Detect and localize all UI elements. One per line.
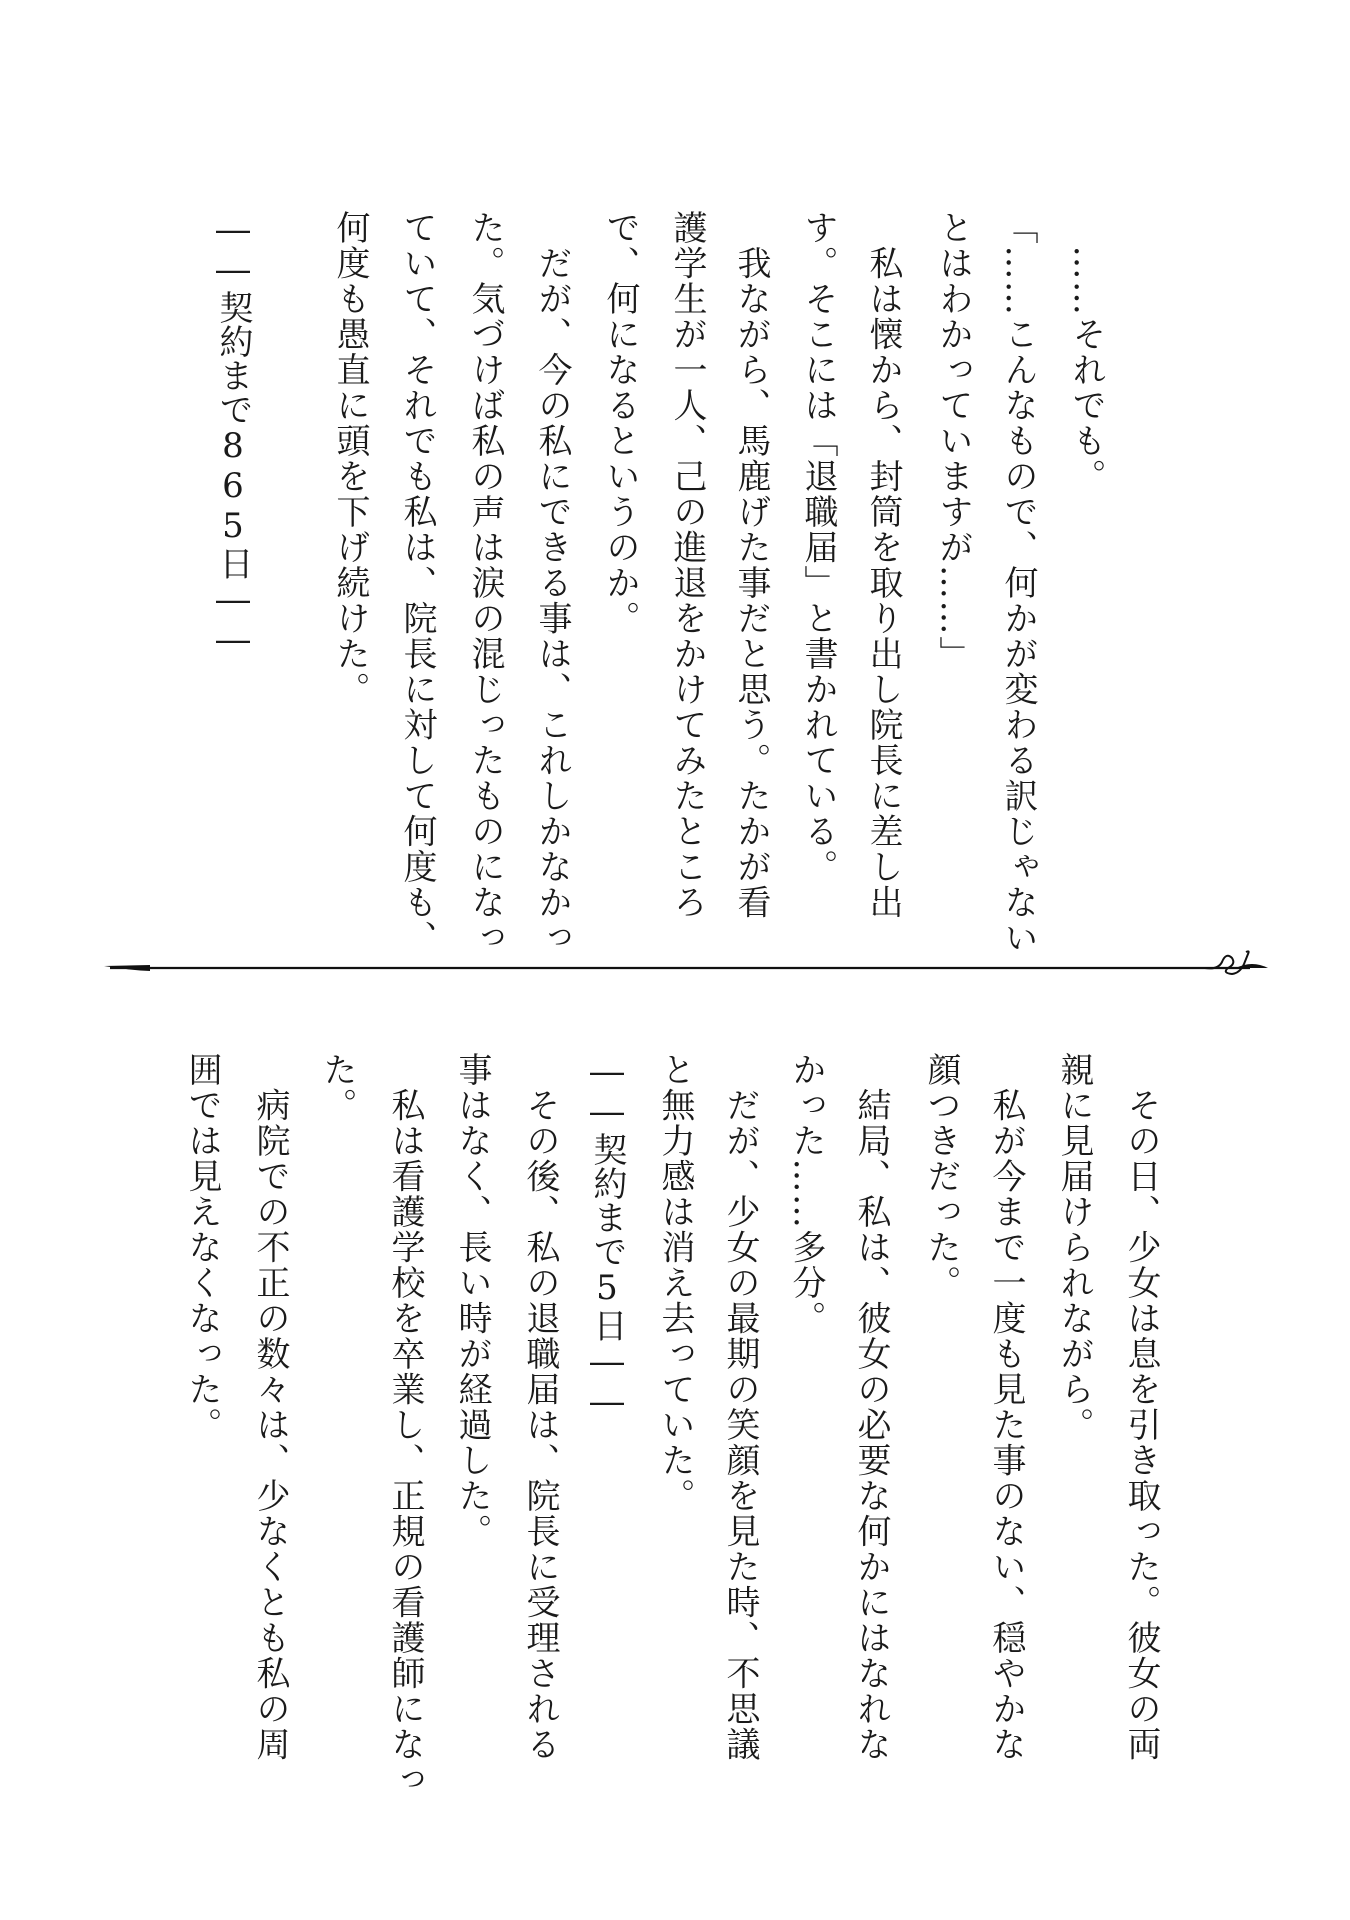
- text-line: 何度も愚直に頭を下げ続けた。: [330, 210, 370, 707]
- text-line: た。気づけば私の声は涙の混じったものになっ: [465, 210, 505, 956]
- chapter-countdown: ――契約まで5日――: [587, 1052, 627, 1422]
- text-line: ……それでも。: [1066, 210, 1106, 494]
- text-line: ていて、それでも私は、院長に対して何度も、: [397, 210, 437, 956]
- text-line: 事はなく、長い時が経過した。: [452, 1052, 492, 1549]
- text-line: かった……多分。: [786, 1052, 826, 1336]
- text-line: 護学生が一人、己の進退をかけてみたところ: [667, 210, 707, 920]
- text-line: 顔つきだった。: [921, 1052, 961, 1301]
- text-line: とはわかっていますが……」: [933, 210, 973, 672]
- flourish-ornament-icon: [1205, 951, 1268, 974]
- text-line: 親に見届けられながら。: [1054, 1052, 1094, 1443]
- text-line: 私は懐から、封筒を取り出し院長に差し出: [863, 210, 903, 920]
- text-line: 我ながら、馬鹿げた事だと思う。たかが看: [731, 210, 771, 920]
- text-line: だが、今の私にできる事は、これしかなかっ: [532, 210, 572, 956]
- text-line: す。そこには「退職届」と書かれている。: [798, 210, 838, 885]
- text-line: 「……こんなもので、何かが変わる訳じゃない: [998, 210, 1038, 956]
- chapter-countdown: ――契約まで865日――: [213, 210, 253, 660]
- text-line: 私は看護学校を卒業し、正規の看護師になっ: [385, 1052, 425, 1798]
- text-line: その後、私の退職届は、院長に受理される: [520, 1052, 560, 1762]
- text-line: 私が今まで一度も見た事のない、穏やかな: [986, 1052, 1026, 1762]
- text-line: で、何になるというのか。: [600, 210, 640, 636]
- text-line: た。: [317, 1052, 357, 1123]
- section-divider: [0, 940, 1350, 1000]
- text-line: 囲では見えなくなった。: [182, 1052, 222, 1443]
- text-line: その日、少女は息を引き取った。彼女の両: [1121, 1052, 1161, 1762]
- text-line: 病院での不正の数々は、少なくとも私の周: [250, 1052, 290, 1762]
- text-line: だが、少女の最期の笑顔を見た時、不思議: [720, 1052, 760, 1762]
- text-line: と無力感は消え去っていた。: [655, 1052, 695, 1514]
- text-line: 結局、私は、彼女の必要な何かにはなれな: [851, 1052, 891, 1762]
